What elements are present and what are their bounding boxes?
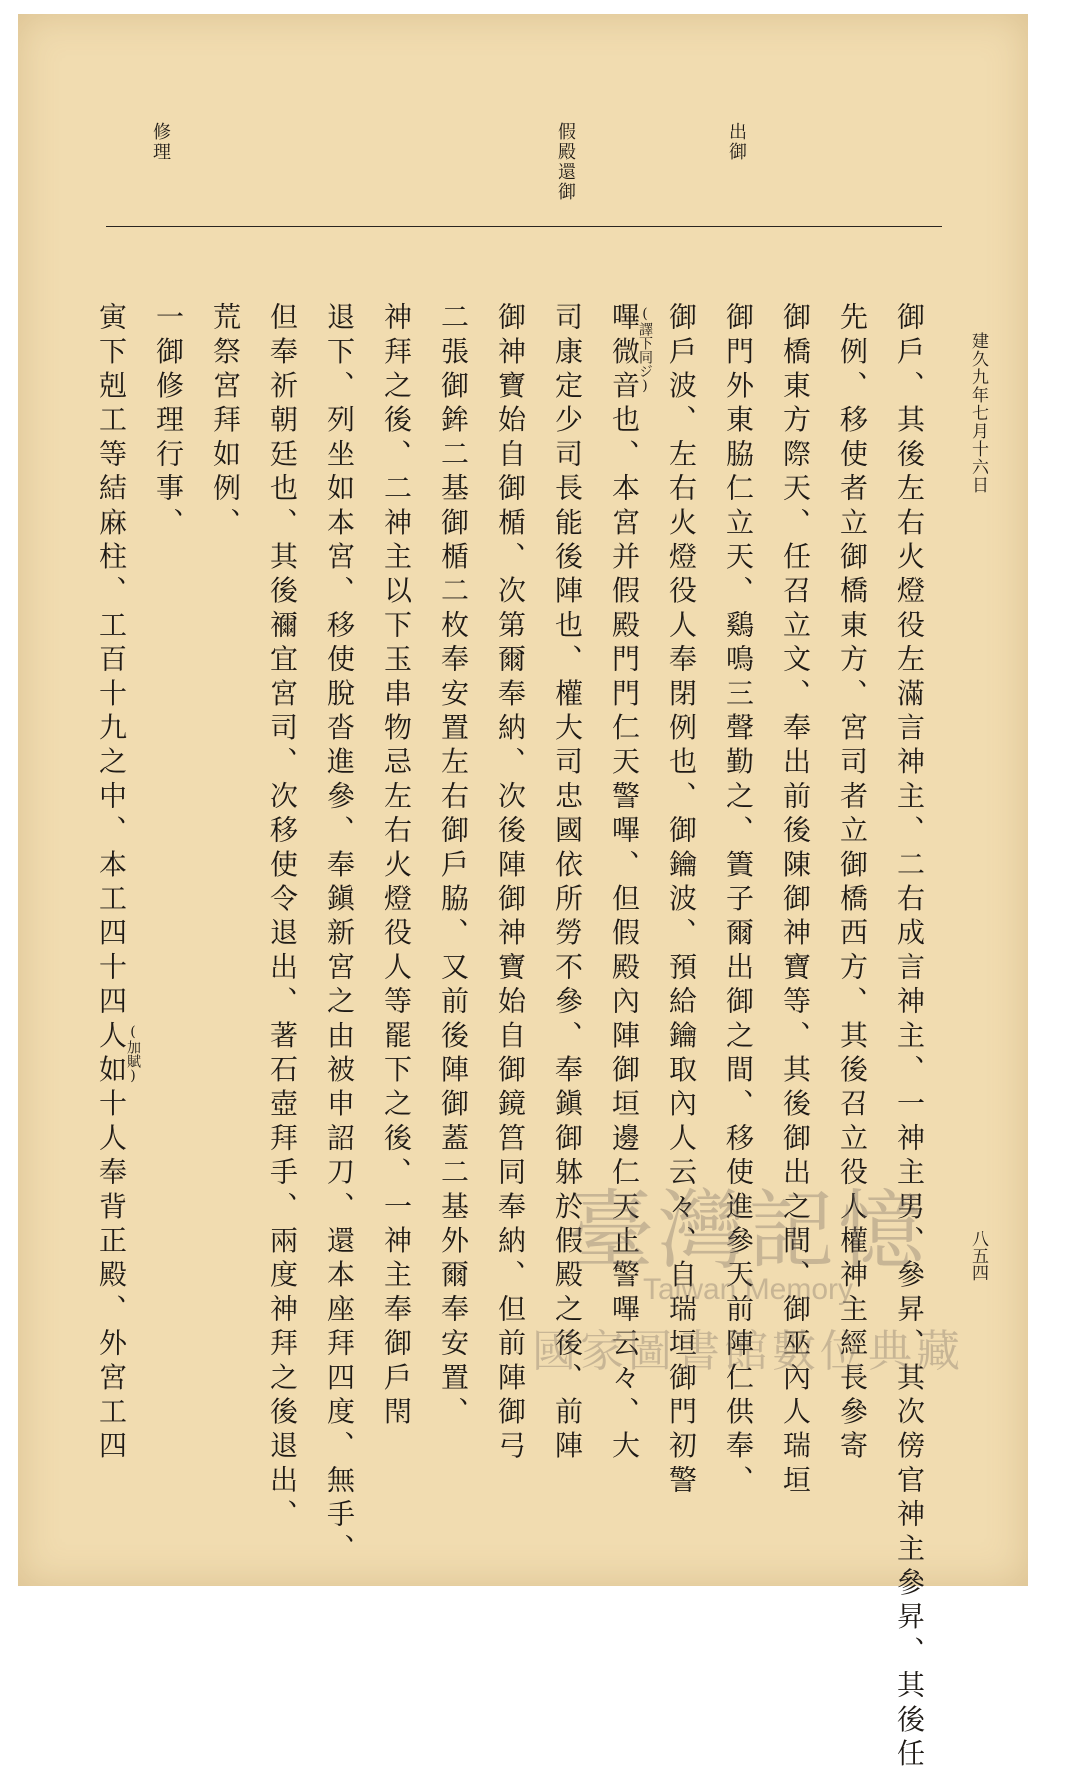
text-column: 御戶、其後左右火燈役左滿言神主、二右成言神主、一神主男、參昇、其次傍官神主參昇、其後任: [893, 302, 926, 1773]
interlinear-note: (加賦): [125, 1024, 141, 1084]
text-column: 荒祭宮拜如例、: [209, 302, 242, 542]
text-column: 司康定少司長能後陣也、權大司忠國依所勞不參、奉鎭御躰於假殿之後、前陣: [551, 302, 584, 1465]
text-column: 寅下剋工等結麻柱、工百十九之中、本工四十四人如十人奉背正殿、外宮工四: [95, 302, 128, 1465]
margin-note: 假殿還御: [555, 122, 576, 202]
watermark-logo-text: 臺灣記憶: [568, 1181, 928, 1281]
running-header: 建久九年七月十六日: [968, 332, 988, 494]
margin-note: 出御: [726, 122, 747, 162]
text-column: 先例、移使者立御橋東方、宮司者立御橋西方、其後召立役人權神主經長參寄: [836, 302, 869, 1465]
text-column: 但奉祈朝廷也、其後禰宜宮司、次移使令退出、著石壺拜手、兩度神拜之後退出、: [266, 302, 299, 1534]
text-column: 嗶微音也、本宮并假殿門門仁天警嗶、但假殿內陣御垣邊仁天止警嗶云々、大: [608, 302, 641, 1465]
interlinear-note: (譯下同ジ): [637, 306, 653, 394]
watermark-english-text: Taiwan Memory: [642, 1272, 854, 1306]
margin-note: 修理: [150, 122, 171, 162]
page-number: 八五四: [968, 1230, 988, 1281]
header-divider: [106, 226, 942, 227]
book-page: [18, 14, 1028, 1773]
text-column: 二張御鉾二基御楯二枚奉安置左右御戶脇、又前後陣御蓋二基外爾奉安置、: [437, 302, 470, 1431]
text-column: 退下、列坐如本宮、移使脫沓進參、奉鎭新宮之由被申詔刀、還本座拜四度、無手、: [323, 302, 356, 1568]
text-column: 御神寶始自御楯、次第爾奉納、次後陣御神寶始自御鏡筥同奉納、但前陣御弓: [494, 302, 527, 1465]
text-column: 御戶波、左右火燈役人奉閉例也、御鑰波、預給鑰取內人云々、自瑞垣御門初警: [665, 302, 698, 1499]
text-column: 一御修理行事、: [152, 302, 185, 542]
watermark-library-text: 國家圖書館數位典藏: [532, 1325, 964, 1377]
library-watermark: [498, 1181, 998, 1454]
text-column: 御橋東方際天、任召立文、奉出前後陳御神寶等、其後御出之間、御巫內人瑞垣: [779, 302, 812, 1499]
text-column: 御門外東脇仁立天、鷄鳴三聲勤之、簀子爾出御之間、移使進參天前陣仁供奉、: [722, 302, 755, 1499]
text-column: 神拜之後、二神主以下玉串物忌左右火燈役人等罷下之後、一神主奉御戶閇: [380, 302, 413, 1431]
